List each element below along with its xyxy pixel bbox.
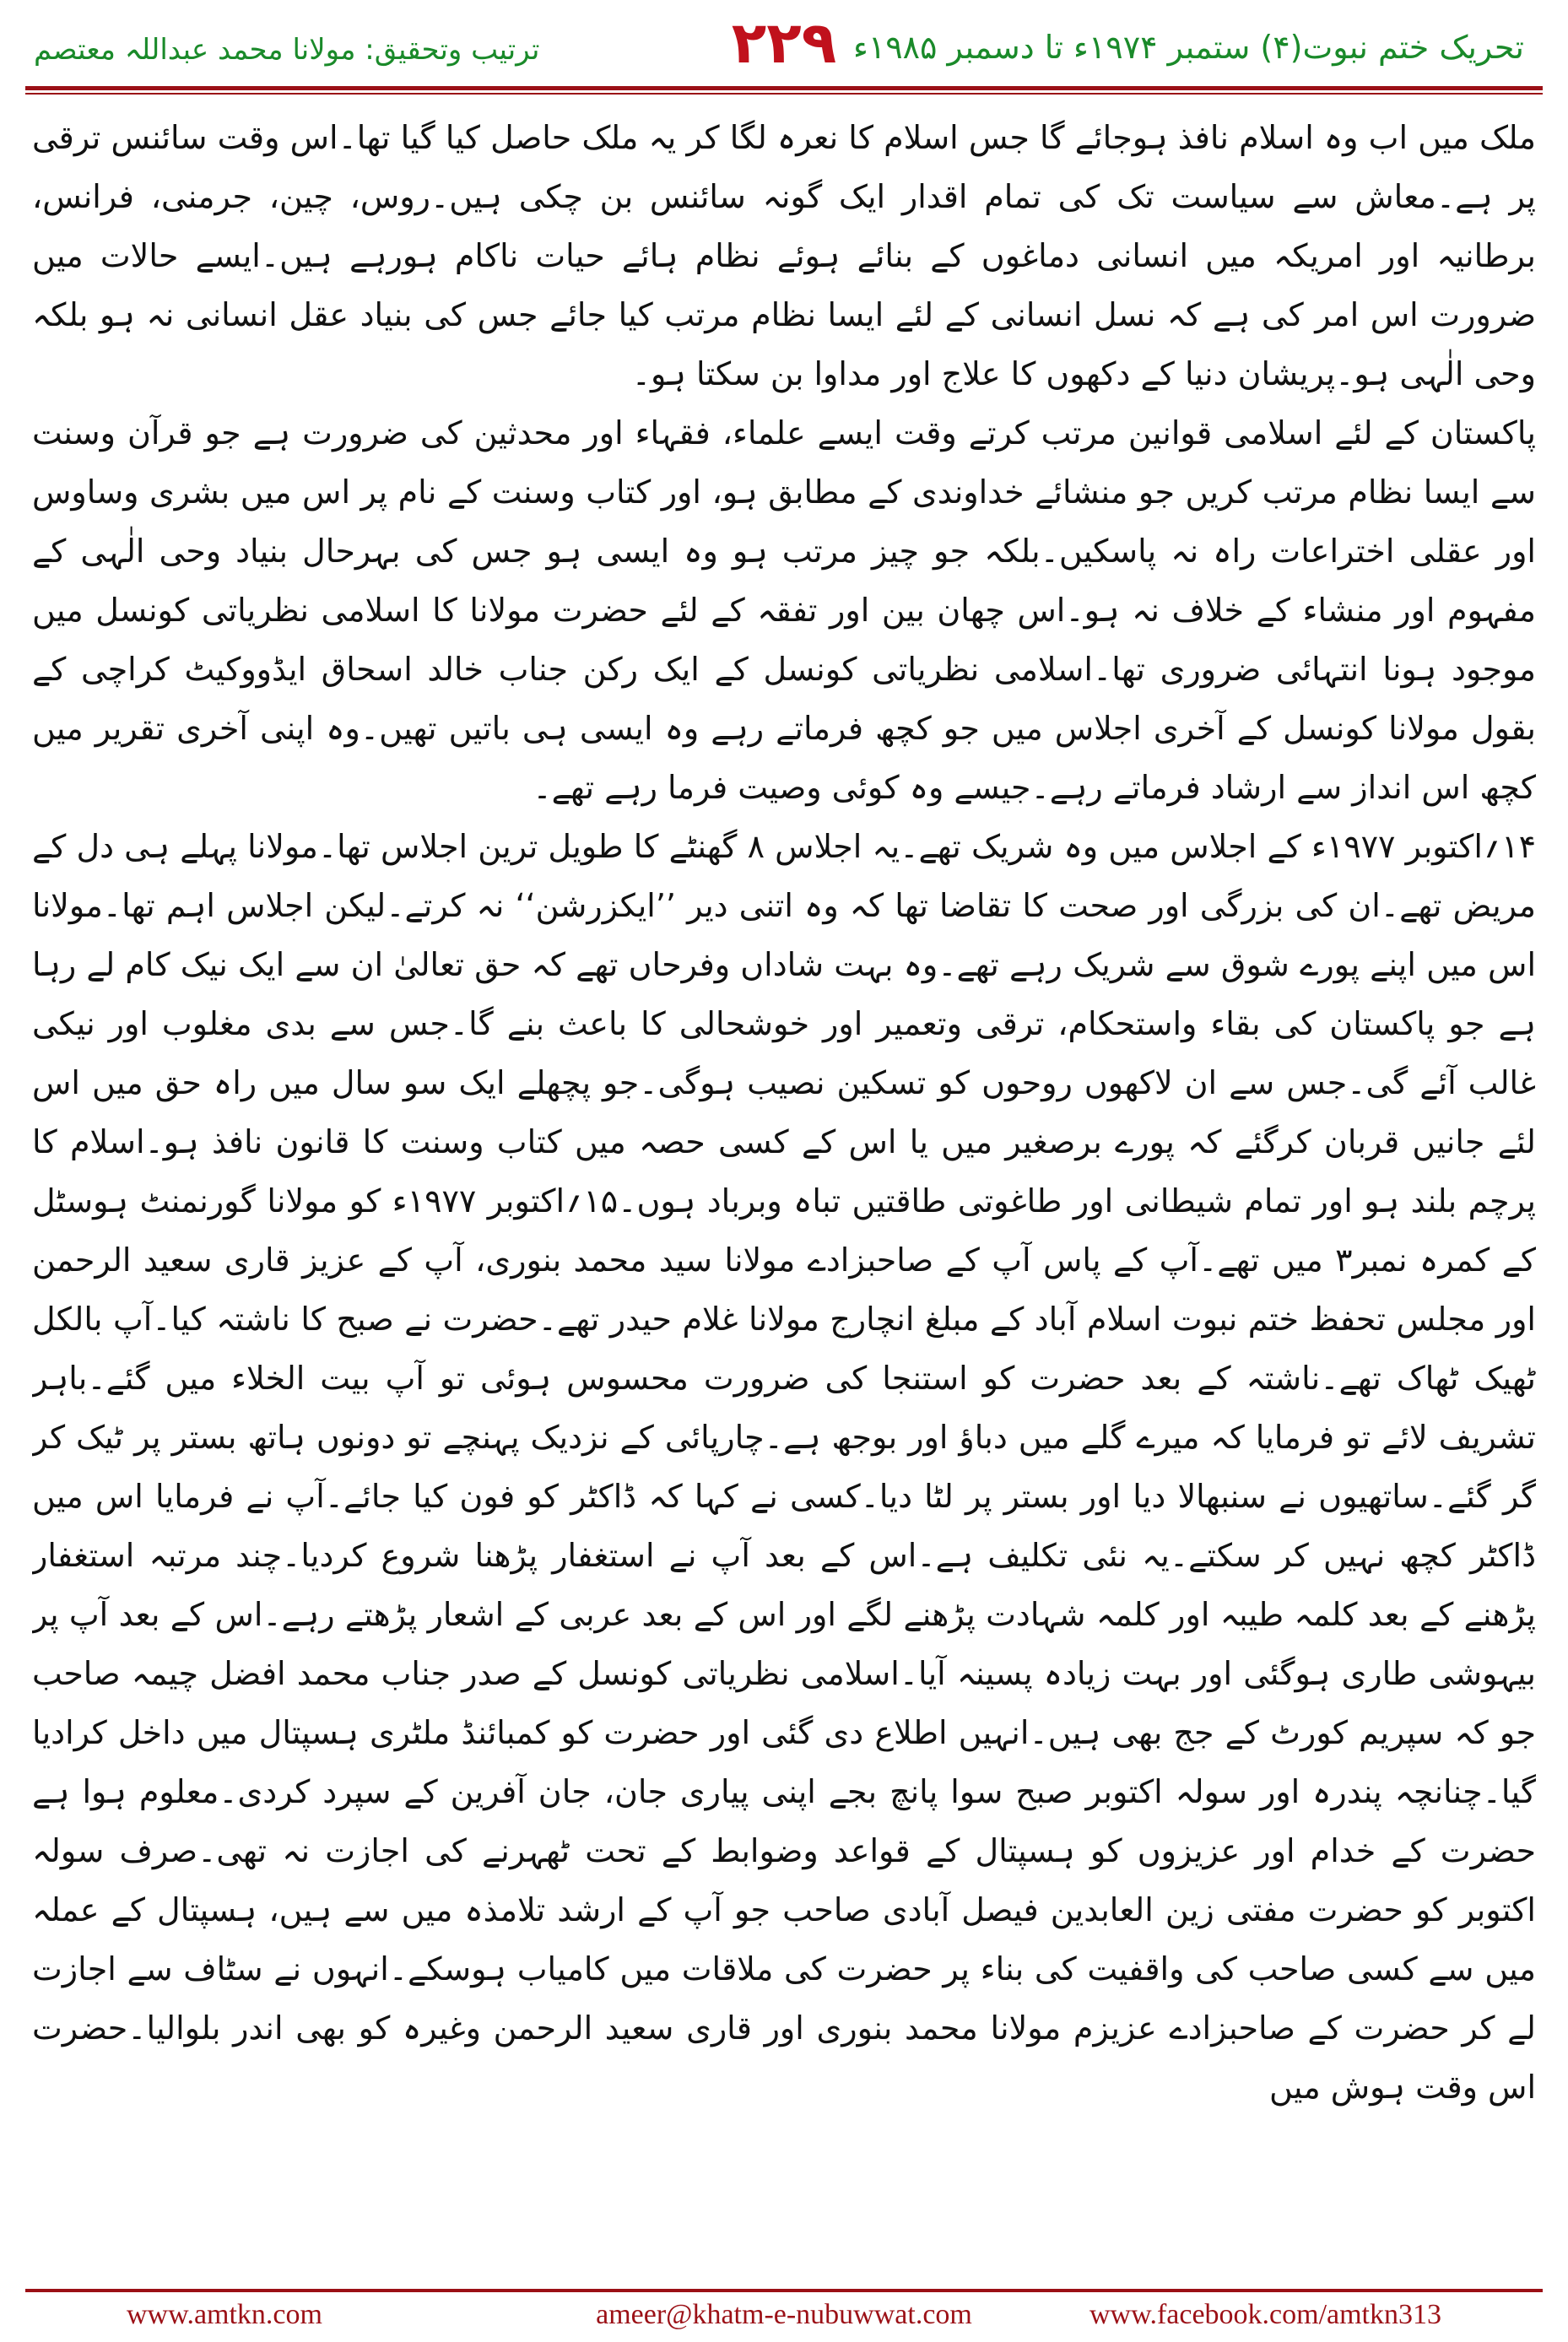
paragraph: ملک میں اب وہ اسلام نافذ ہوجائے گا جس اسلام کا نعرہ لگا کر یہ ملک حاصل کیا گیا تھا۔اس وقت سائنس ترقی پر ہے۔معاش سے سیاست تک کی تمام اقدار ایک گونہ سائنس بن چکی ہیں۔روس، چین، جرمنی، فرانس، برطانیہ اور امریکہ میں انسانی دماغوں کے بنائے ہوئے نظام ہائے حیات ناکام ہورہے ہیں۔ایسے حالات میں ضرورت اس امر کی ہے کہ نسل انسانی کے لئے ایسا نظام مرتب کیا جائے جس کی بنیاد عقل انسانی نہ ہو بلکہ وحی الٰہی ہو۔پریشان دنیا کے دکھوں کا علاج اور مداوا بن سکتا ہو۔ [32,119,1536,392]
header-rule [25,86,1543,90]
paragraph: پاکستان کے لئے اسلامی قوانین مرتب کرتے وقت ایسے علماء، فقہاء اور محدثین کی ضرورت ہے جو قرآن وسنت سے ایسا نظام مرتب کریں جو منشائے خداوندی کے مطابق ہو، اور کتاب وسنت کے نام پر اس میں بشری وساوس اور عقلی اختراعات راہ نہ پاسکیں۔بلکہ جو چیز مرتب ہو وہ ایسی ہو جس کی بہرحال بنیاد وحی الٰہی کے مفہوم اور منشاء کے خلاف نہ ہو۔اس چھان بین اور تفقہ کے لئے حضرت مولانا کا اسلامی نظریاتی کونسل میں موجود ہونا انتہائی ضروری تھا۔اسلامی نظریاتی کونسل کے ایک رکن جناب خالد اسحاق ایڈووکیٹ کراچی کے بقول مولانا کونسل کے آخری اجلاس میں جو کچھ فرماتے رہے وہ ایسی ہی باتیں تھیں۔وہ اپنی آخری تقریر میں کچھ اس انداز سے ارشاد فرماتے رہے۔جیسے وہ کوئی وصیت فرما رہے تھے۔ [32,414,1536,806]
email-link[interactable]: ameer@khatm-e-nubuwwat.com [596,2299,972,2330]
footer-rule [25,2289,1543,2292]
paragraph: ۱۴؍اکتوبر ۱۹۷۷ء کے اجلاس میں وہ شریک تھے۔یہ اجلاس ۸ گھنٹے کا طویل ترین اجلاس تھا۔مولانا پہلے ہی دل کے مریض تھے۔ان کی بزرگی اور صحت کا تقاضا تھا کہ وہ اتنی دیر ’’ایکزرشن‘‘ نہ کرتے۔لیکن اجلاس اہم تھا۔مولانا اس میں اپنے پورے شوق سے شریک رہے تھے۔وہ بہت شاداں وفرحاں تھے کہ حق تعالیٰ ان سے ایک نیک کام لے رہا ہے جو پاکستان کی بقاء واستحکام، ترقی وتعمیر اور خوشحالی کا باعث بنے گا۔جس سے بدی مغلوب اور نیکی غالب آئے گی۔جس سے ان لاکھوں روحوں کو تسکین نصیب ہوگی۔جو پچھلے ایک سو سال میں راہ حق میں اس لئے جانیں قربان کرگئے کہ پورے برصغیر میں یا اس کے کسی حصہ میں کتاب وسنت کا قانون نافذ ہو۔اسلام کا پرچم بلند ہو اور تمام شیطانی اور طاغوتی طاقتیں تباہ وبرباد ہوں۔۱۵؍اکتوبر ۱۹۷۷ء کو مولانا گورنمنٹ ہوسٹل کے کمرہ نمبر۳ میں تھے۔آپ کے پاس آپ کے صاحبزادے مولانا سید محمد بنوری، آپ کے عزیز قاری سعید الرحمن اور مجلس تحفظ ختم نبوت اسلام آباد کے مبلغ انچارج مولانا غلام حیدر تھے۔حضرت نے صبح کا ناشتہ کیا۔آپ بالکل ٹھیک ٹھاک تھے۔ناشتہ کے بعد حضرت کو استنجا کی ضرورت محسوس ہوئی تو آپ بیت الخلاء میں گئے۔باہر تشریف لائے تو فرمایا کہ میرے گلے میں دباؤ اور بوجھ ہے۔چارپائی کے نزدیک پہنچے تو دونوں ہاتھ بستر پر ٹیک کر گر گئے۔ساتھیوں نے سنبھالا دیا اور بستر پر لٹا دیا۔کسی نے کہا کہ ڈاکٹر کو فون کیا جائے۔آپ نے فرمایا اس میں ڈاکٹر کچھ نہیں کر سکتے۔یہ نئی تکلیف ہے۔اس کے بعد آپ نے استغفار پڑھنا شروع کردیا۔چند مرتبہ استغفار پڑھنے کے بعد کلمہ طیبہ اور کلمہ شہادت پڑھنے لگے اور اس کے بعد عربی کے اشعار پڑھتے رہے۔اس کے بعد آپ پر بیہوشی طاری ہوگئی اور بہت زیادہ پسینہ آیا۔اسلامی نظریاتی کونسل کے صدر جناب محمد افضل چیمہ صاحب جو کہ سپریم کورٹ کے جج بھی ہیں۔انہیں اطلاع دی گئی اور حضرت کو کمبائنڈ ملٹری ہسپتال میں داخل کرادیا گیا۔چنانچہ پندرہ اور سولہ اکتوبر صبح سوا پانچ بجے اپنی پیاری جان، جان آفرین کے سپرد کردی۔معلوم ہوا ہے حضرت کے خدام اور عزیزوں کو ہسپتال کے قواعد وضوابط کے تحت ٹھہرنے کی اجازت نہ تھی۔صرف سولہ اکتوبر کو حضرت مفتی زین العابدین فیصل آبادی صاحب جو آپ کے ارشد تلامذہ میں سے ہیں، ہسپتال کے عملہ میں سے کسی صاحب کی واقفیت کی بناء پر حضرت کی ملاقات میں کامیاب ہوسکے۔انہوں نے سٹاف سے اجازت لے کر حضرت کے صاحبزادے عزیزم مولانا محمد بنوری اور قاری سعید الرحمن وغیرہ کو بھی اندر بلوالیا۔حضرت اس وقت ہوش میں [32,828,1536,2106]
page-number: ۲۲۹ [731,10,837,77]
website-link[interactable]: www.amtkn.com [127,2299,322,2330]
header-rule-thin [25,93,1543,95]
series-title: تحریک ختم نبوت(۴) ستمبر ۱۹۷۴ء تا دسمبر ۱۹۸۵ء [852,29,1524,66]
editor-credit: ترتیب وتحقیق: مولانا محمد عبداللہ معتصم [34,33,540,67]
facebook-link[interactable]: www.facebook.com/amtkn313 [1089,2299,1441,2330]
body-text [32,108,1536,2269]
